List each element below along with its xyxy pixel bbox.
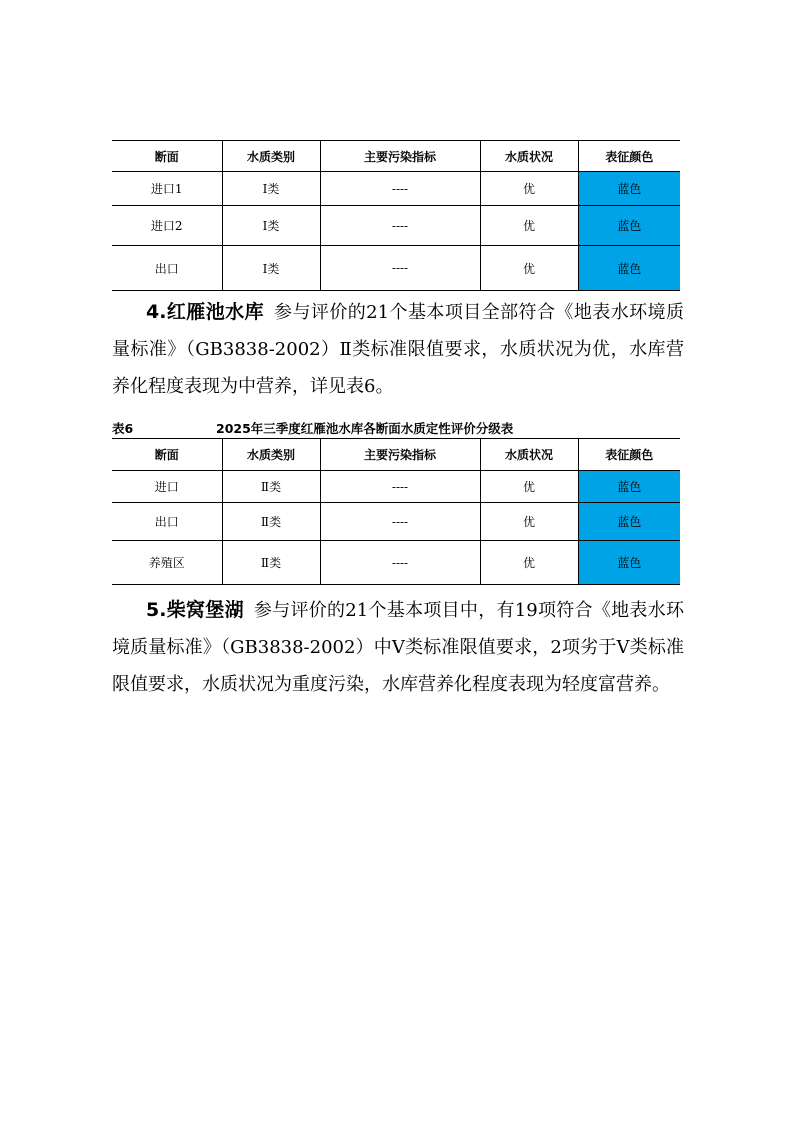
header-water-class: 水质类别 xyxy=(222,439,320,471)
table-row xyxy=(112,541,680,585)
cell-section: 养殖区 xyxy=(112,541,222,585)
table-2-caption-title: 2025年三季度红雁池水库各断面水质定性评价分级表 xyxy=(216,421,514,436)
section-4-heading: 4.红雁池水库 xyxy=(146,301,265,323)
cell-section: 进口 xyxy=(112,471,222,503)
table-row xyxy=(112,246,680,291)
table-row xyxy=(112,471,680,503)
cell-water-status: 优 xyxy=(480,246,578,291)
table-header-row xyxy=(112,439,680,471)
cell-water-class: Ⅰ类 xyxy=(222,206,320,246)
cell-water-status: 优 xyxy=(480,471,578,503)
cell-color: 蓝色 xyxy=(578,471,680,503)
cell-color: 蓝色 xyxy=(578,541,680,585)
cell-water-status: 优 xyxy=(480,206,578,246)
cell-main-pollutant: ---- xyxy=(320,503,480,541)
cell-color: 蓝色 xyxy=(578,206,680,246)
section-4-paragraph xyxy=(112,294,684,405)
section-5-text: 参与评价的21个基本项目中，有19项符合《地表水环境质量标准》（GB3838-2002）中Ⅴ类标准限值要求，2项劣于Ⅴ类标准限值要求，水质状况为重度污染，水库营养化程度表现为轻度富营养。 xyxy=(112,600,684,695)
cell-water-class: Ⅰ类 xyxy=(222,172,320,206)
table-2-caption xyxy=(112,419,680,437)
header-main-pollutant: 主要污染指标 xyxy=(320,439,480,471)
table-2-caption-number: 表6 xyxy=(112,421,134,436)
header-water-status: 水质状况 xyxy=(480,141,578,172)
table-row xyxy=(112,206,680,246)
cell-main-pollutant: ---- xyxy=(320,246,480,291)
cell-water-status: 优 xyxy=(480,541,578,585)
cell-section: 出口 xyxy=(112,503,222,541)
cell-water-status: 优 xyxy=(480,503,578,541)
header-main-pollutant: 主要污染指标 xyxy=(320,141,480,172)
header-section: 断面 xyxy=(112,141,222,172)
header-color: 表征颜色 xyxy=(578,439,680,471)
section-5-paragraph xyxy=(112,592,684,703)
header-color: 表征颜色 xyxy=(578,141,680,172)
cell-section: 进口1 xyxy=(112,172,222,206)
cell-water-class: Ⅱ类 xyxy=(222,541,320,585)
cell-color: 蓝色 xyxy=(578,246,680,291)
section-5-heading: 5.柴窝堡湖 xyxy=(146,599,244,621)
section-4-text: 参与评价的21个基本项目全部符合《地表水环境质量标准》（GB3838-2002）Ⅱ类标准限值要求，水质状况为优，水库营养化程度表现为中营养，详见表6。 xyxy=(112,302,684,397)
cell-main-pollutant: ---- xyxy=(320,541,480,585)
header-section: 断面 xyxy=(112,439,222,471)
cell-water-class: Ⅰ类 xyxy=(222,246,320,291)
cell-color: 蓝色 xyxy=(578,172,680,206)
cell-water-class: Ⅱ类 xyxy=(222,471,320,503)
table-1 xyxy=(112,140,680,291)
cell-main-pollutant: ---- xyxy=(320,206,480,246)
cell-main-pollutant: ---- xyxy=(320,471,480,503)
cell-color: 蓝色 xyxy=(578,503,680,541)
table-header-row xyxy=(112,141,680,172)
cell-section: 出口 xyxy=(112,246,222,291)
cell-main-pollutant: ---- xyxy=(320,172,480,206)
cell-water-class: Ⅱ类 xyxy=(222,503,320,541)
table-row xyxy=(112,172,680,206)
table-2 xyxy=(112,438,680,585)
cell-water-status: 优 xyxy=(480,172,578,206)
header-water-status: 水质状况 xyxy=(480,439,578,471)
header-water-class: 水质类别 xyxy=(222,141,320,172)
table-row xyxy=(112,503,680,541)
cell-section: 进口2 xyxy=(112,206,222,246)
